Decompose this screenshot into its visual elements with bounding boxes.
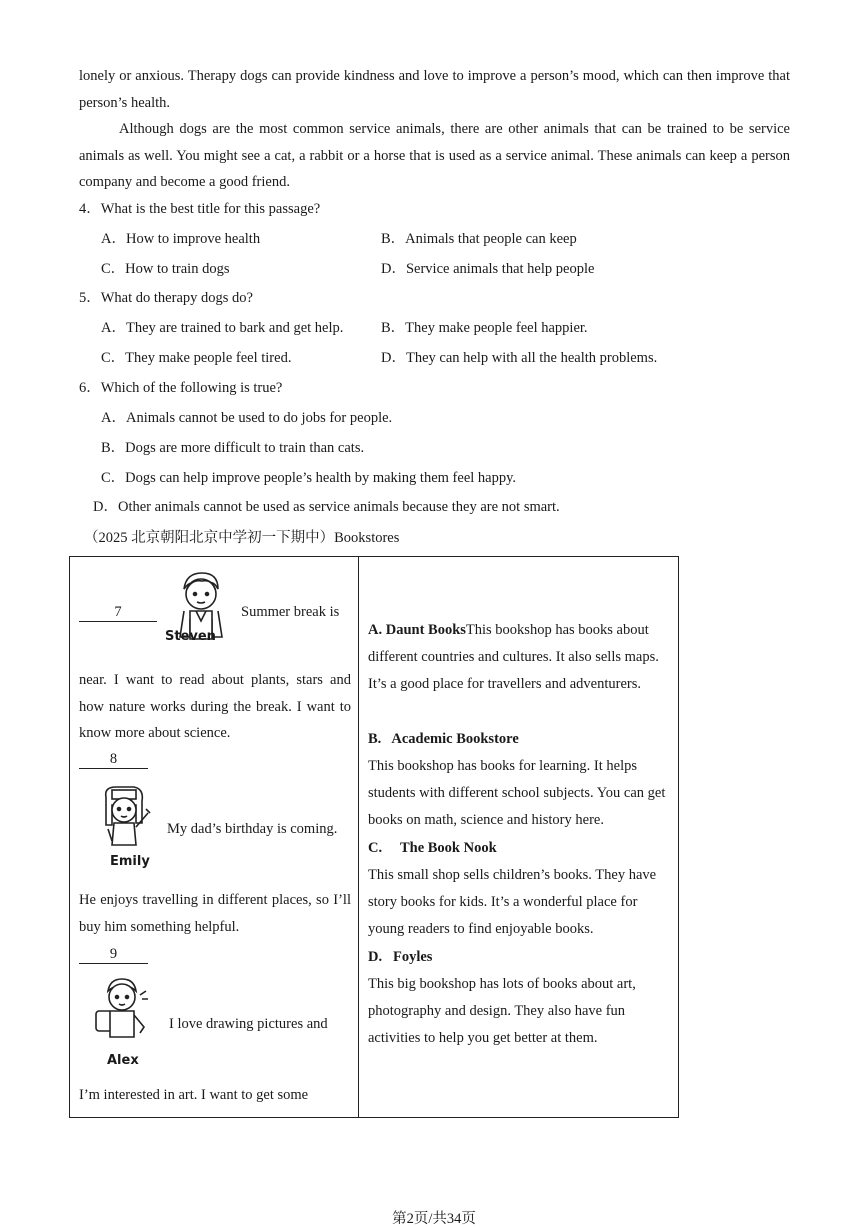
- store-c-label: C. The Book Nook: [368, 840, 497, 856]
- store-d-desc: This big bookshop has lots of books about art, photography and design. They also have fun activities to help you get better at them.: [368, 976, 636, 1046]
- alex-name-label: Alex: [107, 1053, 139, 1068]
- store-b: [368, 726, 672, 834]
- store-d: [368, 944, 672, 1052]
- question-5-stem: 5．What do therapy dogs do?: [79, 290, 253, 306]
- section-header: （2025 北京朝阳北京中学初一下期中）Bookstores: [84, 530, 400, 546]
- emily-lead-text: My dad’s birthday is coming.: [167, 821, 338, 837]
- bookstores-column: [359, 557, 679, 1118]
- people-column: [70, 557, 359, 1118]
- alex-illustration: [90, 975, 152, 1045]
- question-6-option-b: B．Dogs are more difficult to train than cats.: [101, 440, 365, 456]
- question-4-option-d: D．Service animals that help people: [381, 261, 595, 277]
- store-b-desc: This bookshop has books for learning. It helps students with different school subjects. You can get books on math, science and history here.: [368, 758, 666, 828]
- question-4-stem: 4．What is the best title for this passage?: [79, 201, 321, 217]
- passage-paragraph-2: Although dogs are the most common service animals, there are other animals that can be trained to be service animals as well. You might see a cat, a rabbit or a horse that is used as a service animal. These animals can keep a person company and become a good friend.: [79, 121, 790, 190]
- answer-blank-9[interactable]: 9: [79, 945, 148, 964]
- question-6-option-a: A．Animals cannot be used to do jobs for people.: [101, 410, 393, 426]
- store-c: [368, 835, 672, 943]
- store-d-label: D. Foyles: [368, 949, 433, 965]
- steven-text: near. I want to read about plants, stars and how nature works during the break. I want to know more about science.: [79, 672, 351, 741]
- alex-text: I’m interested in art. I want to get some: [79, 1087, 309, 1103]
- question-5-option-d: D．They can help with all the health problems.: [381, 350, 658, 366]
- bookstores-table: [69, 556, 679, 1118]
- passage-paragraph-1: lonely or anxious. Therapy dogs can provide kindness and love to improve a person’s mood, which can then improve that person’s health.: [79, 68, 790, 111]
- emily-illustration: [98, 783, 156, 853]
- question-6-stem: 6．Which of the following is true?: [79, 380, 283, 396]
- store-c-desc: This small shop sells children’s books. They have story books for kids. It’s a wonderful place for young readers to find enjoyable books.: [368, 867, 657, 937]
- steven-lead-text: Summer break is: [241, 604, 340, 620]
- question-5-option-b: B．They make people feel happier.: [381, 320, 588, 336]
- answer-blank-7[interactable]: 7: [79, 603, 157, 622]
- store-a: [368, 617, 672, 698]
- question-4-option-c: C．How to train dogs: [101, 261, 230, 277]
- answer-blank-8[interactable]: 8: [79, 750, 148, 769]
- question-5-option-c: C．They make people feel tired.: [101, 350, 292, 366]
- page-number: 第2页/共34页: [392, 1211, 476, 1227]
- question-6-option-c: C．Dogs can help improve people’s health by making them feel happy.: [101, 470, 517, 486]
- question-4-option-b: B．Animals that people can keep: [381, 231, 577, 247]
- question-4-option-a: A．How to improve health: [101, 231, 261, 247]
- store-b-label: B. Academic Bookstore: [368, 731, 519, 747]
- emily-text: He enjoys travelling in different places, so I’ll buy him something helpful.: [79, 892, 351, 935]
- emily-name-label: Emily: [110, 854, 150, 869]
- store-a-label: A. Daunt Books: [368, 622, 466, 638]
- question-5-option-a: A．They are trained to bark and get help.: [101, 320, 344, 336]
- question-6-option-d: D．Other animals cannot be used as service animals because they are not smart.: [93, 499, 560, 515]
- store-a-desc: This bookshop has books about different countries and cultures. It also sells maps. It’s a good place for travellers and adventurers.: [368, 622, 659, 692]
- steven-name-label: Steven: [165, 629, 216, 644]
- alex-lead-text: I love drawing pictures and: [169, 1016, 328, 1032]
